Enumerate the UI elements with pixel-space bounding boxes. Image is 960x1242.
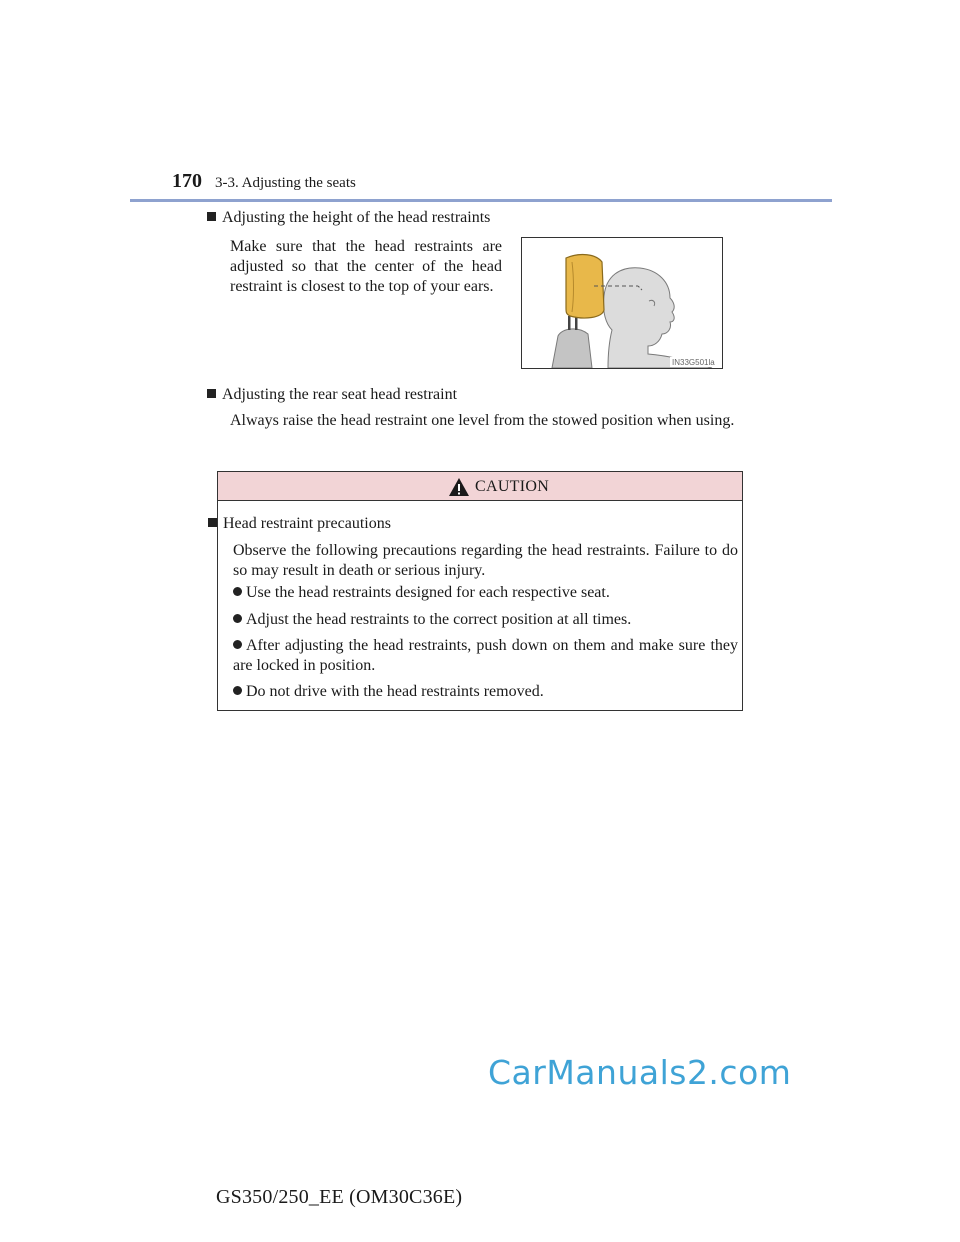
square-bullet-icon xyxy=(208,518,217,527)
round-bullet-icon xyxy=(233,686,242,695)
caution-title: CAUTION xyxy=(475,478,550,495)
round-bullet-icon xyxy=(233,640,242,649)
caution-heading-text: Head restraint precautions xyxy=(223,515,391,532)
caution-intro: Observe the following precautions regarding the head restraints. Failure to do so may result in death or serious injury. xyxy=(233,542,738,579)
height-adjust-paragraph: Make sure that the head restraints are adjusted so that the center of the head restraint is closest to the top of your ears. xyxy=(230,238,502,295)
footer-model: GS350/250_EE (OM30C36E) xyxy=(216,1186,463,1208)
caution-item-text: Adjust the head restraints to the correct position at all times. xyxy=(246,611,632,628)
head-restraint-illustration xyxy=(521,237,723,369)
head-restraint-figure xyxy=(522,238,722,368)
caution-item xyxy=(233,636,738,676)
watermark: CarManuals2.com xyxy=(488,1053,792,1092)
heading-rear-seat xyxy=(207,385,607,405)
section-title: 3-3. Adjusting the seats xyxy=(215,175,356,191)
page-number: 170 xyxy=(172,170,202,192)
caution-item-text: After adjusting the head restraints, push down on them and make sure they are locked in position. xyxy=(233,637,738,674)
caution-item xyxy=(233,610,738,630)
round-bullet-icon xyxy=(233,587,242,596)
caution-header xyxy=(218,472,742,501)
heading-rear-seat-text: Adjusting the rear seat head restraint xyxy=(222,386,458,403)
warning-triangle-icon xyxy=(448,477,470,497)
caution-box xyxy=(217,471,743,711)
caution-item-text: Do not drive with the head restraints removed. xyxy=(246,683,544,700)
header-rule xyxy=(130,199,832,202)
square-bullet-icon xyxy=(207,389,216,398)
caution-item-text: Use the head restraints designed for each respective seat. xyxy=(246,584,610,601)
heading-height-adjust-text: Adjusting the height of the head restraints xyxy=(222,209,491,226)
caution-heading xyxy=(208,514,628,534)
caution-item xyxy=(233,583,738,603)
round-bullet-icon xyxy=(233,614,242,623)
heading-height-adjust xyxy=(207,208,527,228)
caution-item xyxy=(233,682,738,702)
rear-seat-paragraph: Always raise the head restraint one level from the stowed position when using. xyxy=(230,412,735,429)
square-bullet-icon xyxy=(207,212,216,221)
figure-code: IN33G501la xyxy=(672,358,715,367)
